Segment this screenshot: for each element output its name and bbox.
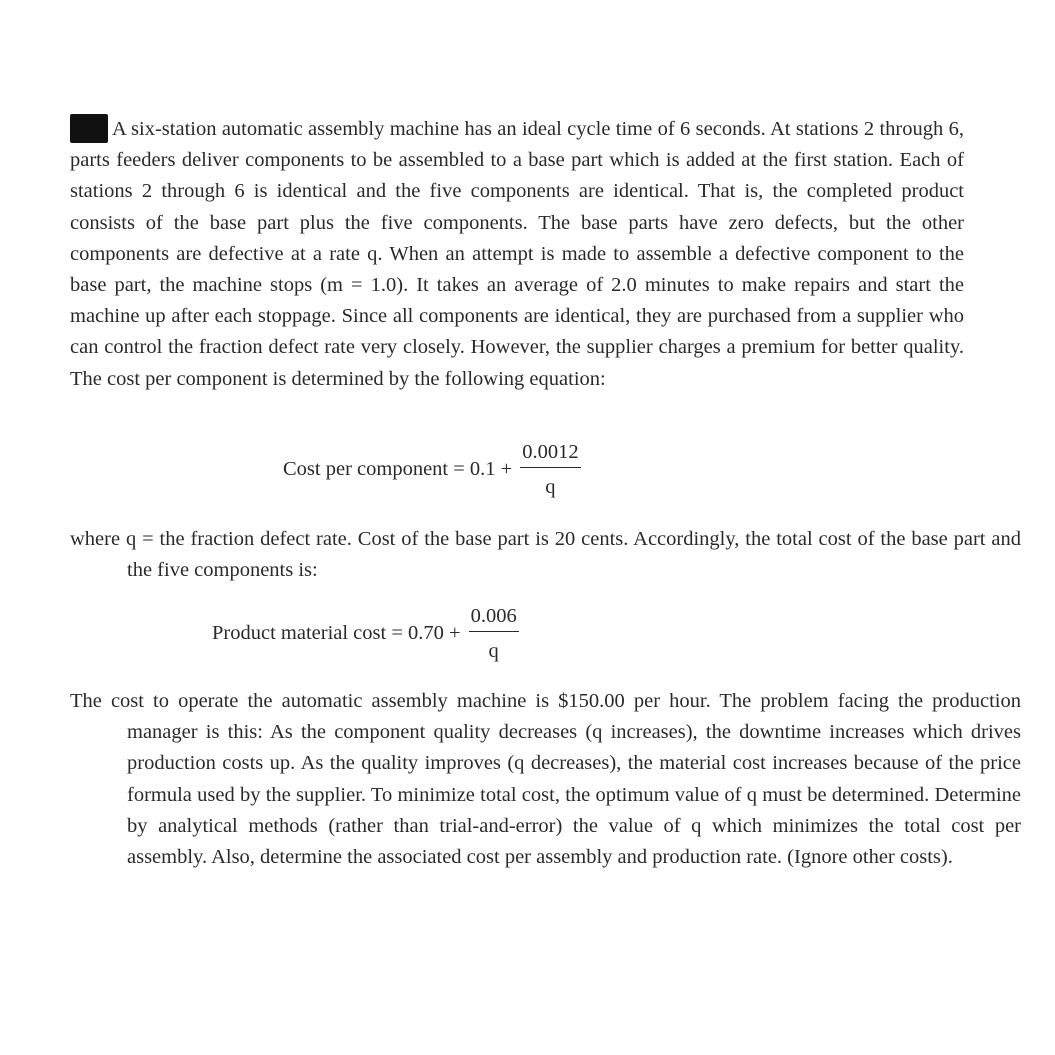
formula2-fraction xyxy=(469,605,519,662)
cost-per-component-formula xyxy=(283,441,581,498)
formula1-fraction xyxy=(520,441,580,498)
formula2-denominator: q xyxy=(488,640,499,662)
paragraph-intro-text: A six-station automatic assembly machine has an ideal cycle time of 6 seconds. At stations 2 through 6, parts feeders deliver components to be assembled to a base part which is added at the first station. Each of stations 2 through 6 is identical and the five components are identical. That is, the completed product consists of the base part plus the five components. The base parts have zero defects, but the other components are defective at a rate q. When an attempt is made to assemble a defective component to the base part, the machine stops (m = 1.0). It takes an average of 2.0 minutes to make repairs and start the machine up after each stoppage. Since all components are identical, they are purchased from a supplier who can control the fraction defect rate very closely. However, the supplier charges a premium for better quality. The cost per component is determined by the following equation: xyxy=(70,118,964,390)
redaction-mark xyxy=(70,114,108,143)
formula2-numerator: 0.006 xyxy=(469,605,519,632)
paragraph-intro xyxy=(70,114,964,395)
product-material-cost-formula xyxy=(212,605,519,662)
formula1-lhs: Cost per component = 0.1 + xyxy=(283,458,513,480)
paragraph-where: where q = the fraction defect rate. Cost of the base part is 20 cents. Accordingly, the total cost of the base part and the five components is: xyxy=(70,528,1021,582)
paragraph-operating-cost: The cost to operate the automatic assembly machine is $150.00 per hour. The problem facing the production manager is this: As the component quality decreases (q increases), the downtime increases which drives production costs up. As the quality improves (q decreases), the material cost increases because of the price formula used by the supplier. To minimize total cost, the optimum value of q must be determined. Determine by analytical methods (rather than trial-and-error) the value of q which minimizes the total cost per assembly. Also, determine the associated cost per assembly and production rate. (Ignore other costs). xyxy=(70,690,1021,869)
formula1-numerator: 0.0012 xyxy=(520,441,580,468)
formula2-lhs: Product material cost = 0.70 + xyxy=(212,622,461,644)
problem-statement xyxy=(70,114,964,395)
formula1-denominator: q xyxy=(545,476,556,498)
